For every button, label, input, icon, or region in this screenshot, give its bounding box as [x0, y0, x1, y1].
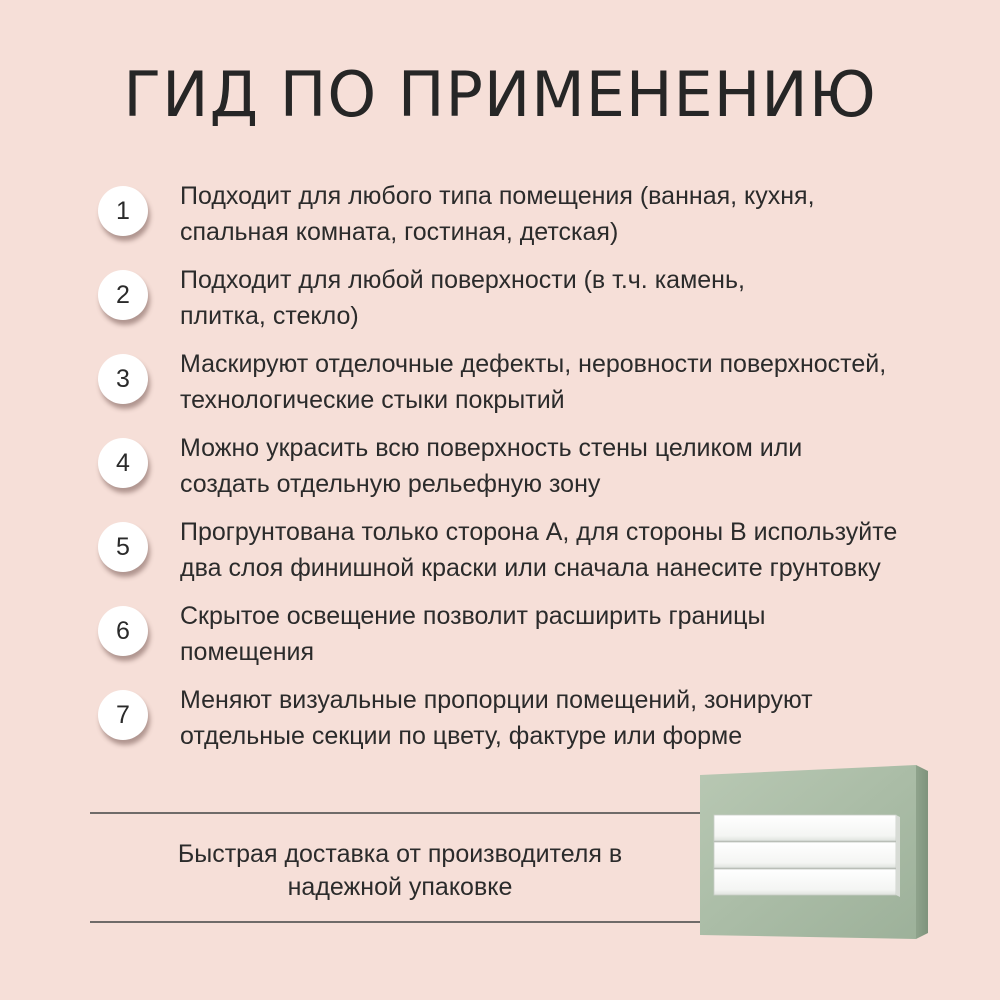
step-text-line: спальная комната, гостиная, детская): [180, 218, 619, 246]
list-item: [98, 178, 958, 262]
moulding-slat: [714, 815, 896, 841]
delivery-note: [100, 838, 700, 904]
step-number-badge: 6: [98, 606, 148, 656]
divider-top: [90, 812, 702, 814]
step-number-badge: 2: [98, 270, 148, 320]
step-text-line: Прогрунтована только сторона А, для стороны В используйте: [180, 518, 898, 546]
list-item: [98, 682, 958, 766]
step-number-badge: 3: [98, 354, 148, 404]
step-text: [180, 262, 960, 334]
step-text-line: создать отдельную рельефную зону: [180, 470, 601, 498]
step-text-line: технологические стыки покрытий: [180, 386, 565, 414]
wall-panel-image: [700, 765, 938, 939]
list-item: [98, 262, 958, 346]
moulding-slat: [714, 842, 896, 868]
step-text: [180, 598, 960, 670]
list-item: [98, 346, 958, 430]
step-text-line: плитка, стекло): [180, 302, 359, 330]
step-text: [180, 514, 960, 586]
delivery-note-line: надежной упаковке: [287, 873, 513, 901]
step-text-line: Можно украсить всю поверхность стены целиком или: [180, 434, 803, 462]
step-text-line: Меняют визуальные пропорции помещений, зонируют: [180, 686, 813, 714]
step-text-line: помещения: [180, 638, 315, 666]
page-title: ГИД ПО ПРИМЕНЕНИЮ: [123, 58, 877, 131]
step-text-line: Скрытое освещение позволит расширить границы: [180, 602, 766, 630]
step-number-badge: 7: [98, 690, 148, 740]
step-number-badge: 4: [98, 438, 148, 488]
step-text-line: Подходит для любого типа помещения (ванная, кухня,: [180, 182, 815, 210]
list-item: [98, 514, 958, 598]
moulding-slat: [714, 869, 896, 895]
step-text-line: Подходит для любой поверхности (в т.ч. камень,: [180, 266, 745, 294]
panel-wall-edge: [916, 765, 928, 939]
step-text: [180, 682, 960, 754]
divider-bottom: [90, 921, 702, 923]
step-text-line: два слоя финишной краски или сначала нанесите грунтовку: [180, 554, 881, 582]
step-text: [180, 346, 960, 418]
list-item: [98, 430, 958, 514]
step-text: [180, 178, 960, 250]
step-number-badge: 1: [98, 186, 148, 236]
step-text-line: отдельные секции по цвету, фактуре или форме: [180, 722, 743, 750]
list-item: [98, 598, 958, 682]
step-text: [180, 430, 960, 502]
delivery-note-line: Быстрая доставка от производителя в: [177, 840, 623, 868]
step-text-line: Маскируют отделочные дефекты, неровности поверхностей,: [180, 350, 887, 378]
guide-list: [98, 178, 958, 766]
moulding-slats: [714, 815, 900, 897]
step-number-badge: 5: [98, 522, 148, 572]
